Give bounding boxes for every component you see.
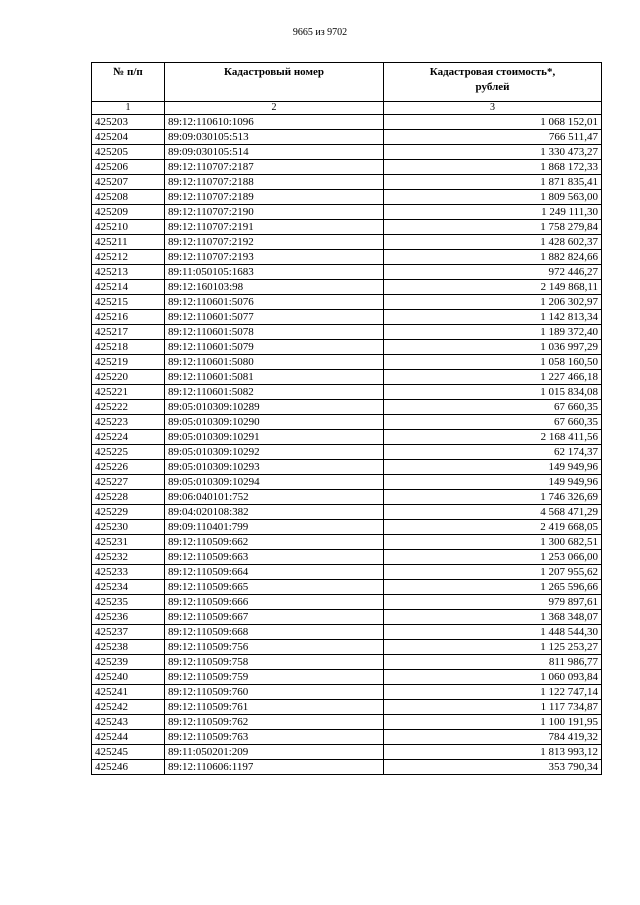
table-row: [92, 640, 602, 655]
table-row: [92, 235, 602, 250]
cadastral-value-cell: 1 253 066,00: [384, 550, 602, 565]
cadastral-number-cell: 89:12:110509:662: [165, 535, 384, 550]
table-row: [92, 415, 602, 430]
table-row: [92, 700, 602, 715]
table-row: [92, 430, 602, 445]
cadastral-value-cell: 972 446,27: [384, 265, 602, 280]
column-header-number: № п/п: [92, 63, 165, 102]
table-row: [92, 505, 602, 520]
row-number-cell: 425208: [92, 190, 165, 205]
cadastral-number-cell: 89:05:010309:10290: [165, 415, 384, 430]
cadastral-value-cell: 1 249 111,30: [384, 205, 602, 220]
page-number-header: 9665 из 9702: [292, 27, 348, 38]
row-number-cell: 425226: [92, 460, 165, 475]
cadastral-number-cell: 89:12:110509:760: [165, 685, 384, 700]
cadastral-value-cell: 1 300 682,51: [384, 535, 602, 550]
cadastral-number-cell: 89:12:110601:5078: [165, 325, 384, 340]
cadastral-number-cell: 89:12:110601:5077: [165, 310, 384, 325]
cadastral-number-cell: 89:12:110509:666: [165, 595, 384, 610]
cadastral-value-cell: 1 330 473,27: [384, 145, 602, 160]
cadastral-value-cell: 1 448 544,30: [384, 625, 602, 640]
cadastral-value-cell: 1 206 302,97: [384, 295, 602, 310]
row-number-cell: 425222: [92, 400, 165, 415]
table-row: [92, 115, 602, 130]
row-number-cell: 425214: [92, 280, 165, 295]
cadastral-value-cell: 784 419,32: [384, 730, 602, 745]
cadastral-number-cell: 89:12:110606:1197: [165, 760, 384, 775]
row-number-cell: 425239: [92, 655, 165, 670]
table-body: [92, 115, 602, 775]
cadastral-value-cell: 62 174,37: [384, 445, 602, 460]
row-number-cell: 425238: [92, 640, 165, 655]
row-number-cell: 425205: [92, 145, 165, 160]
row-number-cell: 425225: [92, 445, 165, 460]
column-number-2: 2: [165, 102, 384, 115]
cadastral-value-cell: 2 419 668,05: [384, 520, 602, 535]
table-row: [92, 370, 602, 385]
cadastral-number-cell: 89:12:110601:5076: [165, 295, 384, 310]
cadastral-value-cell: 67 660,35: [384, 415, 602, 430]
row-number-cell: 425235: [92, 595, 165, 610]
cadastral-value-cell: 1 871 835,41: [384, 175, 602, 190]
cadastral-number-cell: 89:12:110509:756: [165, 640, 384, 655]
table-row: [92, 595, 602, 610]
cadastral-value-cell: 1 227 466,18: [384, 370, 602, 385]
cadastral-value-cell: 1 428 602,37: [384, 235, 602, 250]
cadastral-number-cell: 89:12:110707:2188: [165, 175, 384, 190]
table-row: [92, 175, 602, 190]
cadastral-value-cell: 149 949,96: [384, 475, 602, 490]
row-number-cell: 425241: [92, 685, 165, 700]
table-row: [92, 340, 602, 355]
table-row: [92, 490, 602, 505]
cadastral-value-cell: 811 986,77: [384, 655, 602, 670]
cadastral-number-cell: 89:12:110601:5080: [165, 355, 384, 370]
table-row: [92, 760, 602, 775]
cadastral-number-cell: 89:12:110509:665: [165, 580, 384, 595]
table-row: [92, 550, 602, 565]
cadastral-number-cell: 89:12:110601:5079: [165, 340, 384, 355]
cadastral-number-cell: 89:05:010309:10294: [165, 475, 384, 490]
table-row: [92, 280, 602, 295]
row-number-cell: 425233: [92, 565, 165, 580]
table-row: [92, 445, 602, 460]
row-number-cell: 425221: [92, 385, 165, 400]
table-row: [92, 385, 602, 400]
column-header-cadastral-value-line2: рублей: [475, 81, 510, 93]
cadastral-number-cell: 89:12:110509:664: [165, 565, 384, 580]
row-number-cell: 425217: [92, 325, 165, 340]
cadastral-value-cell: 1 058 160,50: [384, 355, 602, 370]
row-number-cell: 425209: [92, 205, 165, 220]
row-number-cell: 425237: [92, 625, 165, 640]
cadastral-number-cell: 89:12:110509:663: [165, 550, 384, 565]
row-number-cell: 425243: [92, 715, 165, 730]
cadastral-value-cell: 2 149 868,11: [384, 280, 602, 295]
cadastral-number-cell: 89:11:050105:1683: [165, 265, 384, 280]
column-number-3: 3: [384, 102, 602, 115]
cadastral-number-cell: 89:05:010309:10291: [165, 430, 384, 445]
table-row: [92, 220, 602, 235]
table-row: [92, 535, 602, 550]
cadastral-value-cell: 4 568 471,29: [384, 505, 602, 520]
row-number-cell: 425244: [92, 730, 165, 745]
cadastral-value-cell: 1 125 253,27: [384, 640, 602, 655]
cadastral-number-cell: 89:12:110707:2187: [165, 160, 384, 175]
cadastral-value-cell: 1 036 997,29: [384, 340, 602, 355]
cadastral-value-cell: 1 207 955,62: [384, 565, 602, 580]
cadastral-number-cell: 89:09:030105:514: [165, 145, 384, 160]
cadastral-value-cell: 2 168 411,56: [384, 430, 602, 445]
column-number-1: 1: [92, 102, 165, 115]
cadastral-value-cell: 149 949,96: [384, 460, 602, 475]
cadastral-number-cell: 89:12:110601:5081: [165, 370, 384, 385]
row-number-cell: 425229: [92, 505, 165, 520]
cadastral-number-cell: 89:12:110707:2190: [165, 205, 384, 220]
cadastral-number-cell: 89:12:110707:2192: [165, 235, 384, 250]
cadastral-value-cell: 1 142 813,34: [384, 310, 602, 325]
row-number-cell: 425219: [92, 355, 165, 370]
cadastral-value-cell: 766 511,47: [384, 130, 602, 145]
column-number-row: [92, 102, 602, 115]
cadastral-number-cell: 89:12:110509:758: [165, 655, 384, 670]
table-row: [92, 580, 602, 595]
table-row: [92, 325, 602, 340]
table-row: [92, 130, 602, 145]
cadastral-value-cell: 1 189 372,40: [384, 325, 602, 340]
table-row: [92, 745, 602, 760]
table-row: [92, 250, 602, 265]
cadastral-number-cell: 89:06:040101:752: [165, 490, 384, 505]
cadastral-number-cell: 89:12:110509:761: [165, 700, 384, 715]
column-header-cadastral-value-line1: Кадастровая стоимость*,: [429, 66, 556, 78]
cadastral-value-cell: 1 882 824,66: [384, 250, 602, 265]
table-row: [92, 670, 602, 685]
table-row: [92, 190, 602, 205]
cadastral-number-cell: 89:05:010309:10293: [165, 460, 384, 475]
cadastral-value-cell: 353 790,34: [384, 760, 602, 775]
table-header-row: [92, 63, 602, 102]
row-number-cell: 425207: [92, 175, 165, 190]
cadastral-value-cell: 1 746 326,69: [384, 490, 602, 505]
column-header-cadastral-value: [384, 63, 602, 102]
row-number-cell: 425212: [92, 250, 165, 265]
cadastral-value-cell: 1 015 834,08: [384, 385, 602, 400]
cadastral-value-cell: 1 868 172,33: [384, 160, 602, 175]
row-number-cell: 425204: [92, 130, 165, 145]
row-number-cell: 425206: [92, 160, 165, 175]
cadastral-value-cell: 1 368 348,07: [384, 610, 602, 625]
column-header-cadastral-number: Кадастровый номер: [165, 63, 384, 102]
row-number-cell: 425203: [92, 115, 165, 130]
cadastral-number-cell: 89:09:030105:513: [165, 130, 384, 145]
row-number-cell: 425224: [92, 430, 165, 445]
cadastral-value-cell: 1 117 734,87: [384, 700, 602, 715]
table-row: [92, 610, 602, 625]
row-number-cell: 425232: [92, 550, 165, 565]
cadastral-number-cell: 89:12:110509:668: [165, 625, 384, 640]
cadastral-value-cell: 1 758 279,84: [384, 220, 602, 235]
row-number-cell: 425220: [92, 370, 165, 385]
cadastral-number-cell: 89:09:110401:799: [165, 520, 384, 535]
cadastral-number-cell: 89:05:010309:10289: [165, 400, 384, 415]
table-row: [92, 685, 602, 700]
cadastral-value-cell: 1 122 747,14: [384, 685, 602, 700]
table-row: [92, 145, 602, 160]
row-number-cell: 425227: [92, 475, 165, 490]
table-row: [92, 310, 602, 325]
cadastral-number-cell: 89:12:160103:98: [165, 280, 384, 295]
table-row: [92, 625, 602, 640]
cadastral-value-cell: 1 060 093,84: [384, 670, 602, 685]
cadastral-value-cell: 1 265 596,66: [384, 580, 602, 595]
cadastral-number-cell: 89:12:110707:2191: [165, 220, 384, 235]
table-row: [92, 205, 602, 220]
row-number-cell: 425231: [92, 535, 165, 550]
table-row: [92, 475, 602, 490]
cadastral-number-cell: 89:12:110601:5082: [165, 385, 384, 400]
cadastral-number-cell: 89:12:110509:763: [165, 730, 384, 745]
row-number-cell: 425213: [92, 265, 165, 280]
cadastral-number-cell: 89:05:010309:10292: [165, 445, 384, 460]
table-row: [92, 265, 602, 280]
row-number-cell: 425228: [92, 490, 165, 505]
cadastral-value-cell: 1 813 993,12: [384, 745, 602, 760]
table-row: [92, 400, 602, 415]
row-number-cell: 425210: [92, 220, 165, 235]
table-row: [92, 715, 602, 730]
table-row: [92, 730, 602, 745]
row-number-cell: 425245: [92, 745, 165, 760]
row-number-cell: 425216: [92, 310, 165, 325]
cadastral-number-cell: 89:12:110707:2189: [165, 190, 384, 205]
table-row: [92, 295, 602, 310]
table-row: [92, 355, 602, 370]
cadastral-number-cell: 89:12:110509:759: [165, 670, 384, 685]
row-number-cell: 425215: [92, 295, 165, 310]
cadastral-number-cell: 89:12:110707:2193: [165, 250, 384, 265]
table-row: [92, 460, 602, 475]
row-number-cell: 425223: [92, 415, 165, 430]
row-number-cell: 425234: [92, 580, 165, 595]
cadastral-value-cell: 1 809 563,00: [384, 190, 602, 205]
cadastral-value-cell: 979 897,61: [384, 595, 602, 610]
row-number-cell: 425236: [92, 610, 165, 625]
row-number-cell: 425211: [92, 235, 165, 250]
row-number-cell: 425242: [92, 700, 165, 715]
cadastral-number-cell: 89:12:110509:667: [165, 610, 384, 625]
cadastral-number-cell: 89:12:110509:762: [165, 715, 384, 730]
table-row: [92, 565, 602, 580]
cadastral-number-cell: 89:11:050201:209: [165, 745, 384, 760]
row-number-cell: 425246: [92, 760, 165, 775]
cadastral-value-table: [91, 62, 602, 775]
cadastral-value-cell: 1 068 152,01: [384, 115, 602, 130]
cadastral-value-cell: 67 660,35: [384, 400, 602, 415]
row-number-cell: 425240: [92, 670, 165, 685]
cadastral-value-cell: 1 100 191,95: [384, 715, 602, 730]
table-row: [92, 655, 602, 670]
cadastral-number-cell: 89:12:110610:1096: [165, 115, 384, 130]
row-number-cell: 425218: [92, 340, 165, 355]
table-row: [92, 520, 602, 535]
cadastral-number-cell: 89:04:020108:382: [165, 505, 384, 520]
table-row: [92, 160, 602, 175]
row-number-cell: 425230: [92, 520, 165, 535]
